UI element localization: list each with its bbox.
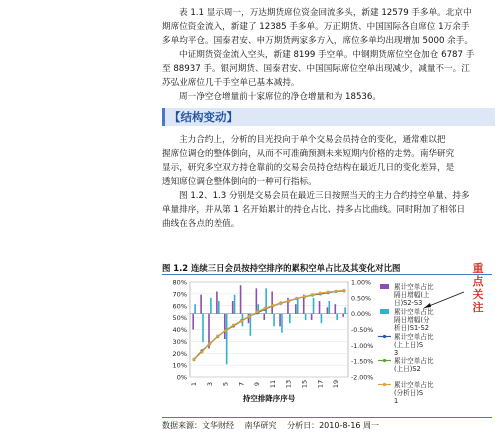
- bar: [192, 314, 194, 330]
- text-line: 周一净空仓增量前十家席位的净仓增量和为 18536。: [179, 92, 381, 102]
- bar: [263, 314, 265, 320]
- y-left-tick-label: 20%: [172, 349, 187, 358]
- bar: [327, 307, 329, 313]
- bar: [232, 301, 234, 314]
- x-tick-label: 7: [237, 381, 246, 387]
- series-point: [256, 310, 259, 313]
- series-point: [224, 329, 227, 332]
- text-line: 多单均平仓。国泰君安、申万期货两家多方入，席位多单均出现增加 5000 余手。: [162, 36, 473, 46]
- text-line: 苏弘业席位几千手空单已基本减持。: [162, 78, 300, 88]
- x-tick-label: 11: [268, 379, 277, 389]
- emphasis-stamp: 重点关注: [472, 262, 484, 314]
- text-line: 单量排序，并从第 1 名开始累计的持仓占比、持多占比曲线。同时附加了相邻日: [162, 205, 466, 215]
- series-point: [279, 302, 282, 305]
- legend-label: 累计空单占比(上上日)S 3: [394, 333, 434, 357]
- bar: [216, 292, 218, 314]
- text-line: 表 1.1 显示周一，万达期货席位资金回流多头，新建 12579 手多单。北京中: [179, 8, 472, 18]
- bar: [218, 301, 220, 314]
- text-line: 透知席位调仓整体倒向的一种可行指标。: [162, 177, 317, 187]
- bar: [305, 314, 307, 320]
- legend-label: 累计空单占比(上日)S2: [394, 357, 434, 373]
- figure-title: 图 1.2 连续三日会员按持空排序的累积空单占比及其变化对比图: [162, 263, 401, 273]
- bar: [202, 314, 204, 343]
- bar: [321, 314, 323, 324]
- bar: [256, 288, 258, 313]
- series-point: [248, 315, 251, 318]
- y-left-tick-label: 40%: [172, 326, 187, 334]
- source-org: 南华研究: [244, 421, 277, 430]
- y-left-tick-label: 30%: [172, 337, 187, 346]
- top-paragraph: [162, 6, 492, 104]
- bar: [279, 314, 281, 327]
- x-tick-label: 3: [205, 381, 214, 387]
- legend-swatch: [380, 284, 389, 289]
- bar: [329, 301, 331, 314]
- series-point: [303, 295, 306, 298]
- text-line: 至 88937 手。银河期货、国泰君安、中国国际席位空单出现减少，减量不一。江: [162, 64, 470, 74]
- y-right-tick-label: -2.00%: [351, 374, 374, 382]
- text-line: 期席位资金流入，新建了 12385 手多单。万正期货、中国国际各自席位 1万余手: [162, 22, 470, 32]
- series-point: [193, 358, 196, 361]
- legend-label: 累计空单占比(分析日)S 1: [394, 381, 434, 405]
- y-left-tick-label: 50%: [172, 314, 187, 323]
- bar: [342, 314, 344, 317]
- bar: [289, 314, 291, 324]
- series-point: [311, 293, 314, 296]
- series-point: [200, 351, 203, 354]
- y-left-tick-label: 70%: [172, 290, 187, 299]
- text-line: 显示，研究多空双方持仓靠前的交易会员持仓结构在最近几日的变化差异，是: [162, 163, 455, 173]
- y-left-tick-label: 60%: [172, 302, 187, 311]
- bar: [210, 298, 212, 314]
- bar: [224, 314, 226, 339]
- bar: [313, 298, 315, 314]
- legend-swatch-dot: [383, 335, 386, 338]
- x-tick-label: 5: [221, 381, 230, 387]
- y-right-tick-label: 0.00%: [351, 311, 372, 319]
- bar: [336, 314, 338, 320]
- x-tick-label: 9: [253, 381, 262, 387]
- chart-svg: [162, 276, 496, 416]
- y-right-tick-label: 0.50%: [351, 295, 372, 303]
- y-left-tick-label: 0%: [176, 373, 187, 382]
- bar: [226, 314, 228, 365]
- bar: [271, 292, 273, 314]
- text-line: 握席位调仓的整体倒向，从而不可准确预测未来短期内价格的走势。南华研究: [162, 149, 455, 159]
- chart: [162, 276, 496, 416]
- y-right-tick-label: -1.00%: [351, 342, 374, 350]
- x-axis-label: 持空排降序序号: [242, 394, 296, 403]
- bar: [281, 314, 283, 333]
- legend-label: 累计空单占比隔日增幅(分析日)S1-S2: [394, 308, 434, 332]
- bar: [273, 314, 275, 327]
- bar: [335, 304, 337, 314]
- legend-swatch: [380, 309, 389, 314]
- figure-rule: [162, 274, 492, 275]
- y-right-tick-label: 1.00%: [351, 279, 372, 287]
- bar: [240, 285, 242, 314]
- series-point: [287, 299, 290, 302]
- legend-swatch-dot: [383, 359, 386, 362]
- legend-label: 累计空单占比隔日增幅(上日)S2-S3: [394, 283, 434, 307]
- bar: [295, 304, 297, 314]
- series-point: [343, 289, 346, 292]
- data-source: 数据来源：文华财经: [162, 421, 234, 430]
- source-line: [162, 420, 387, 431]
- series-point: [327, 291, 330, 294]
- y-left-tick-label: 10%: [172, 361, 187, 370]
- series-point: [264, 307, 267, 310]
- x-tick-label: 17: [316, 379, 325, 389]
- source-rule: [162, 417, 492, 418]
- body-paragraph: [162, 133, 492, 231]
- series-point: [240, 320, 243, 323]
- source-date: 分析日：2010-8-16 周一: [287, 421, 380, 430]
- x-tick-label: 13: [284, 379, 293, 389]
- series-point: [271, 304, 274, 307]
- series-point: [232, 323, 235, 326]
- y-left-tick-label: 80%: [172, 278, 187, 287]
- section-title: 【结构变动】: [169, 110, 238, 124]
- bar: [311, 314, 313, 320]
- x-tick-label: 19: [332, 379, 341, 389]
- series-point: [295, 297, 298, 300]
- bar: [297, 298, 299, 314]
- bar: [194, 304, 196, 314]
- x-tick-label: 15: [300, 379, 309, 389]
- y-right-tick-label: -1.50%: [351, 358, 374, 366]
- section-heading: [162, 108, 495, 126]
- bar: [200, 295, 202, 314]
- bar: [234, 295, 236, 314]
- series-point: [208, 342, 211, 345]
- series-point: [335, 290, 338, 293]
- bar: [344, 307, 346, 313]
- bar: [319, 301, 321, 314]
- text-line: 图 1.2、1.3 分别是交易会员在最近三日按照当天的主力合约持空单量、持多: [179, 191, 470, 201]
- series-point: [216, 335, 219, 338]
- legend-swatch-dot: [383, 383, 386, 386]
- y-right-tick-label: -0.50%: [351, 327, 374, 334]
- text-line: 曲线在各点的差值。: [162, 219, 240, 229]
- series-point: [319, 292, 322, 295]
- x-tick-label: 1: [190, 381, 198, 387]
- text-line: 中证期货资金流入空头，新建 8199 手空单。中钢期货席位空仓加仓 6787 手: [179, 50, 475, 60]
- text-line: 主力合约上，分析的目光投向于单个交易会员持仓的变化，通常难以把: [179, 135, 446, 145]
